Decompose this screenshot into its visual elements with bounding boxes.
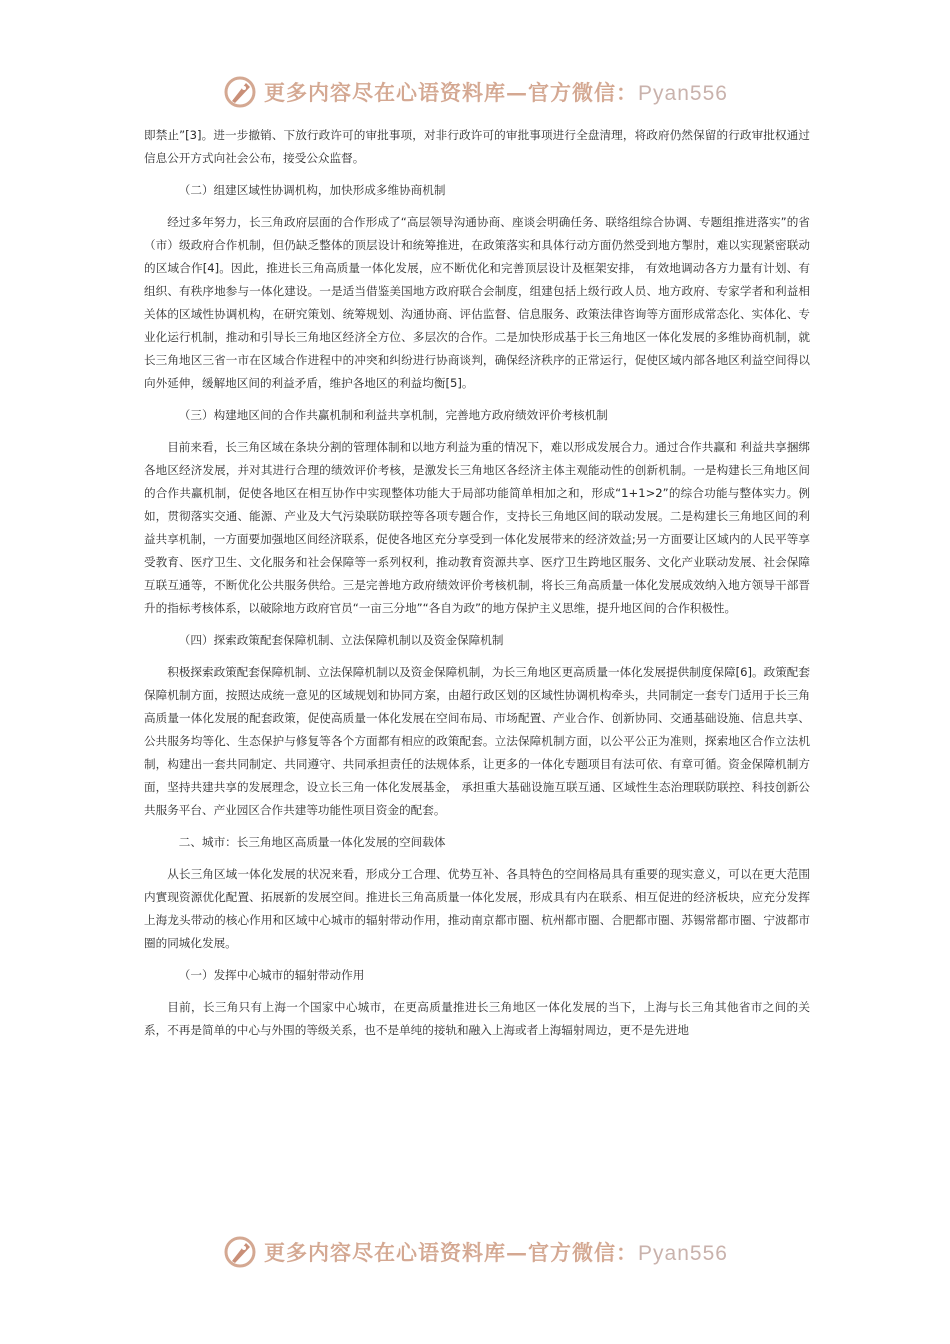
section-heading: （三）构建地区间的合作共赢机制和利益共享机制，完善地方政府绩效评价考核机制 xyxy=(178,408,608,422)
section-heading: （四）探索政策配套保障机制、立法保障机制以及资金保障机制 xyxy=(178,633,504,647)
document-body xyxy=(144,124,810,1042)
chapter-heading: 二、城市：长三角地区高质量一体化发展的空间载体 xyxy=(178,835,446,849)
banner-text: 更多内容尽在心语资料库—官方微信：Pyan556 xyxy=(264,80,728,105)
banner-text: 更多内容尽在心语资料库—官方微信：Pyan556 xyxy=(264,1240,728,1265)
pen-nib-logo-icon xyxy=(222,74,258,110)
paragraph: 从长三角区域一体化发展的状况来看，形成分工合理、优势互补、各具特色的空间格局具有重要的现实意义，可以在更大范围内實现资源优化配置、拓展新的发展空间。推进长三角高质量一体化发展，形成具有内在联系、相互促进的经济板块，应充分发挥上海龙头带动的核心作用和区域中心城市的辐射带动作用，推动南京都市圈、杭州都市圈、合肥都市圈、苏锡常都市圈、宁波都市圈的同城化发展。 xyxy=(144,867,810,950)
banner-wechat-id: Pyan556 xyxy=(638,82,728,105)
top-watermark-banner xyxy=(0,70,950,114)
paragraph: 经过多年努力，长三角政府层面的合作形成了“高层领导沟通协商、座谈会明确任务、联络组综合协调、专题组推进落实”的省（市）级政府合作机制，但仍缺乏整体的顶层设计和统筹推进，在政策落实和具体行动方面仍然受到地方掣肘，难以实现紧密联动的区域合作[4]。因此，推进长三角高质量一体化发展，应不断优化和完善顶层设计及框架安排， 有效地调动各方力量有计划、有组织、有秩序地参与一体化建设。一是适当借鉴美国地方政府联合会制度，组建包括上级行政人员、地方政府、专家学者和利益相关体的区域性协调机构，在研究策划、统筹规划、沟通协商、评估监督、信息服务、政策法律咨询等方面形成常态化、实体化、专业化运行机制，推动和引导长三角地区经济全方位、多层次的合作。二是加快形成基于长三角地区一体化发展的多维协商机制，就长三角地区三省一市在区域合作进程中的冲突和纠纷进行协商谈判，确保经济秩序的正常运行，促使区域内部各地区利益空间得以向外延伸，缓解地区间的利益矛盾，维护各地区的利益均衡[5]。 xyxy=(144,215,810,390)
pen-nib-logo-icon xyxy=(222,1234,258,1270)
paragraph: 目前来看，长三角区域在条块分割的管理体制和以地方利益为重的情况下，难以形成发展合力。通过合作共赢和 利益共享捆绑各地区经济发展，并对其进行合理的绩效评价考核，是激发长三角地区各经济主体主观能动性的创新机制。一是构建长三角地区间的合作共赢机制，促使各地区在相互协作中实现整体功能大于局部功能简单相加之和，形成“1+1>2”的综合功能与整体实力。例如，贯彻落实交通、能源、产业及大气污染联防联控等各项专题合作，支持长三角地区间的联动发展。二是构建长三角地区间的利益共享机制，一方面要加强地区间经济联系，促使各地区充分享受到一体化发展带来的经济效益;另一方面要让区域内的人民平等享受教育、医疗卫生、文化服务和社会保障等一系列权利，推动教育资源共享、医疗卫生跨地区服务、文化产业联动发展、社会保障互联互通等，不断优化公共服务供给。三是完善地方政府绩效评价考核机制，将长三角高质量一体化发展成效纳入地方领导干部晋升的指标考核体系，以破除地方政府官员“一亩三分地”“各自为政”的地方保护主义思维，提升地区间的合作积极性。 xyxy=(144,440,810,615)
section-heading: （二）组建区域性协调机构，加快形成多维协商机制 xyxy=(178,183,446,197)
bottom-watermark-banner xyxy=(0,1230,950,1274)
paragraph: 即禁止”[3]。进一步撤销、下放行政许可的审批事项，对非行政许可的审批事项进行全盘清理，将政府仍然保留的行政审批权通过信息公开方式向社会公布，接受公众监督。 xyxy=(144,128,810,165)
paragraph: 目前，长三角只有上海一个国家中心城市，在更高质量推进长三角地区一体化发展的当下，上海与长三角其他省市之间的关系，不再是简单的中心与外围的等级关系，也不是单纯的接轨和融入上海或者上海辐射周边，更不是先进地 xyxy=(144,1000,810,1037)
banner-wechat-id: Pyan556 xyxy=(638,1242,728,1265)
paragraph: 积极探索政策配套保障机制、立法保障机制以及资金保障机制，为长三角地区更高质量一体化发展提供制度保障[6]。政策配套保障机制方面，按照达成统一意见的区域规划和协同方案，由超行政区划的区域性协调机构牵头，共同制定一套专门适用于长三角高质量一体化发展的配套政策，促使高质量一体化发展在空间布局、市场配置、产业合作、创新协同、交通基础设施、信息共享、公共服务均等化、生态保护与修复等各个方面都有相应的政策配套。立法保障机制方面，以公平公正为准则，探索地区合作立法机制，构建出一套共同制定、共同遵守、共同承担责任的法规体系，让更多的一体化专题项目有法可依、有章可循。资金保障机制方面，坚持共建共享的发展理念，设立长三角一体化发展基金， 承担重大基础设施互联互通、区域性生态治理联防联控、科技创新公共服务平台、产业园区合作共建等功能性项目资金的配套。 xyxy=(144,665,810,817)
section-heading: （一）发挥中心城市的辐射带动作用 xyxy=(178,968,365,982)
